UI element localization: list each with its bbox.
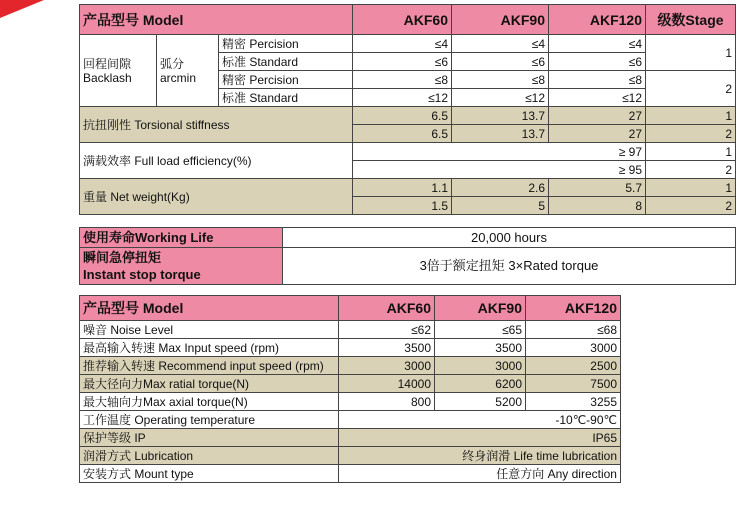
value-cell: 终身润滑 Life time lubrication xyxy=(339,447,621,465)
value-cell: 14000 xyxy=(339,375,435,393)
life-value: 20,000 hours xyxy=(283,228,736,248)
value-cell: 7500 xyxy=(526,375,621,393)
table-row xyxy=(80,465,621,483)
value-cell: 3500 xyxy=(435,339,526,357)
value-cell: 6.5 xyxy=(353,125,452,143)
backlash-unit xyxy=(157,35,219,107)
table-row xyxy=(80,248,736,285)
spec-label: 最大径向力Max ratial torque(N) xyxy=(80,375,339,393)
spec-label: 安装方式 Mount type xyxy=(80,465,339,483)
grade-cell: 精密 Percision xyxy=(219,35,353,53)
value-cell: 3000 xyxy=(435,357,526,375)
spec-label: 最高输入转速 Max Input speed (rpm) xyxy=(80,339,339,357)
spec-label: 最大轴向力Max axial torque(N) xyxy=(80,393,339,411)
spec-label: 工作温度 Operating temperature xyxy=(80,411,339,429)
value-cell: ≤8 xyxy=(452,71,549,89)
value-cell: 1.1 xyxy=(353,179,452,197)
backlash-unit-cn: 弧分 xyxy=(160,56,185,71)
table-row xyxy=(80,228,736,248)
value-cell: 6.5 xyxy=(353,107,452,125)
value-cell: ≤12 xyxy=(549,89,646,107)
torsional-label: 抗扭刚性 Torsional stiffness xyxy=(80,107,353,143)
stage-cell: 1 xyxy=(646,107,736,125)
value-cell: ≤8 xyxy=(353,71,452,89)
value-cell: 8 xyxy=(549,197,646,215)
value-cell: ≥ 95 xyxy=(353,161,646,179)
value-cell: 2.6 xyxy=(452,179,549,197)
table-row xyxy=(80,375,621,393)
value-cell: ≤4 xyxy=(353,35,452,53)
backlash-label-en: Backlash xyxy=(83,70,132,85)
value-cell: ≤62 xyxy=(339,321,435,339)
stage-cell: 2 xyxy=(646,125,736,143)
value-cell: ≤12 xyxy=(353,89,452,107)
stage-cell: 2 xyxy=(646,71,736,107)
spec-table-stage xyxy=(79,4,736,215)
value-cell: 3000 xyxy=(339,357,435,375)
spec-label: 保护等级 IP xyxy=(80,429,339,447)
value-cell: 3255 xyxy=(526,393,621,411)
grade-cell: 标准 Standard xyxy=(219,53,353,71)
stage-cell: 1 xyxy=(646,179,736,197)
backlash-unit-en: arcmin xyxy=(160,70,197,85)
value-cell: ≥ 97 xyxy=(353,143,646,161)
value-cell: 27 xyxy=(549,107,646,125)
table-header-row xyxy=(80,296,621,321)
stop-torque-label-en: Instant stop torque xyxy=(83,266,201,282)
stop-torque-value: 3倍于额定扭矩 3×Rated torque xyxy=(283,248,736,285)
value-cell: 800 xyxy=(339,393,435,411)
stage-cell: 2 xyxy=(646,161,736,179)
table-row xyxy=(80,321,621,339)
model-header: 产品型号 Model xyxy=(80,5,353,35)
table-row xyxy=(80,411,621,429)
akf60-header: AKF60 xyxy=(339,296,435,321)
stop-torque-label-cn: 瞬间急停扭矩 xyxy=(83,249,162,265)
akf120-header: AKF120 xyxy=(526,296,621,321)
spec-label: 推荐输入转速 Recommend input speed (rpm) xyxy=(80,357,339,375)
value-cell: 3500 xyxy=(339,339,435,357)
value-cell: ≤6 xyxy=(353,53,452,71)
stop-torque-label xyxy=(80,248,283,285)
table-header-row xyxy=(80,5,736,35)
value-cell: 5.7 xyxy=(549,179,646,197)
value-cell: 任意方向 Any direction xyxy=(339,465,621,483)
value-cell: 2500 xyxy=(526,357,621,375)
value-cell: 5 xyxy=(452,197,549,215)
table-row xyxy=(80,339,621,357)
grade-cell: 精密 Percision xyxy=(219,71,353,89)
efficiency-label: 满载效率 Full load efficiency(%) xyxy=(80,143,353,179)
akf60-header: AKF60 xyxy=(353,5,452,35)
model-header: 产品型号 Model xyxy=(80,296,339,321)
akf120-header: AKF120 xyxy=(549,5,646,35)
value-cell: ≤6 xyxy=(549,53,646,71)
table-row xyxy=(80,179,736,197)
value-cell: 27 xyxy=(549,125,646,143)
value-cell: ≤12 xyxy=(452,89,549,107)
stage-cell: 2 xyxy=(646,197,736,215)
value-cell: ≤8 xyxy=(549,71,646,89)
akf90-header: AKF90 xyxy=(435,296,526,321)
value-cell: ≤68 xyxy=(526,321,621,339)
value-cell: 6200 xyxy=(435,375,526,393)
table-row xyxy=(80,429,621,447)
table-row xyxy=(80,35,736,53)
value-cell: ≤6 xyxy=(452,53,549,71)
stage-cell: 1 xyxy=(646,35,736,71)
spec-label: 噪音 Noise Level xyxy=(80,321,339,339)
spec-table-general xyxy=(79,295,621,483)
table-row xyxy=(80,107,736,125)
red-corner-shape xyxy=(0,0,44,18)
weight-label: 重量 Net weight(Kg) xyxy=(80,179,353,215)
life-table xyxy=(79,227,736,285)
value-cell: 5200 xyxy=(435,393,526,411)
akf90-header: AKF90 xyxy=(452,5,549,35)
value-cell: IP65 xyxy=(339,429,621,447)
table-row xyxy=(80,143,736,161)
value-cell: ≤65 xyxy=(435,321,526,339)
value-cell: 1.5 xyxy=(353,197,452,215)
table-row xyxy=(80,357,621,375)
value-cell: 13.7 xyxy=(452,107,549,125)
value-cell: -10℃-90℃ xyxy=(339,411,621,429)
backlash-label-cn: 回程间隙 xyxy=(83,56,132,71)
table-row xyxy=(80,393,621,411)
value-cell: 3000 xyxy=(526,339,621,357)
value-cell: ≤4 xyxy=(549,35,646,53)
red-corner-banner xyxy=(0,0,44,18)
value-cell: ≤4 xyxy=(452,35,549,53)
life-label: 使用寿命Working Life xyxy=(80,228,283,248)
stage-header: 级数Stage xyxy=(646,5,736,35)
stage-cell: 1 xyxy=(646,143,736,161)
spec-label: 润滑方式 Lubrication xyxy=(80,447,339,465)
grade-cell: 标准 Standard xyxy=(219,89,353,107)
backlash-label xyxy=(80,35,157,107)
value-cell: 13.7 xyxy=(452,125,549,143)
table-row xyxy=(80,447,621,465)
